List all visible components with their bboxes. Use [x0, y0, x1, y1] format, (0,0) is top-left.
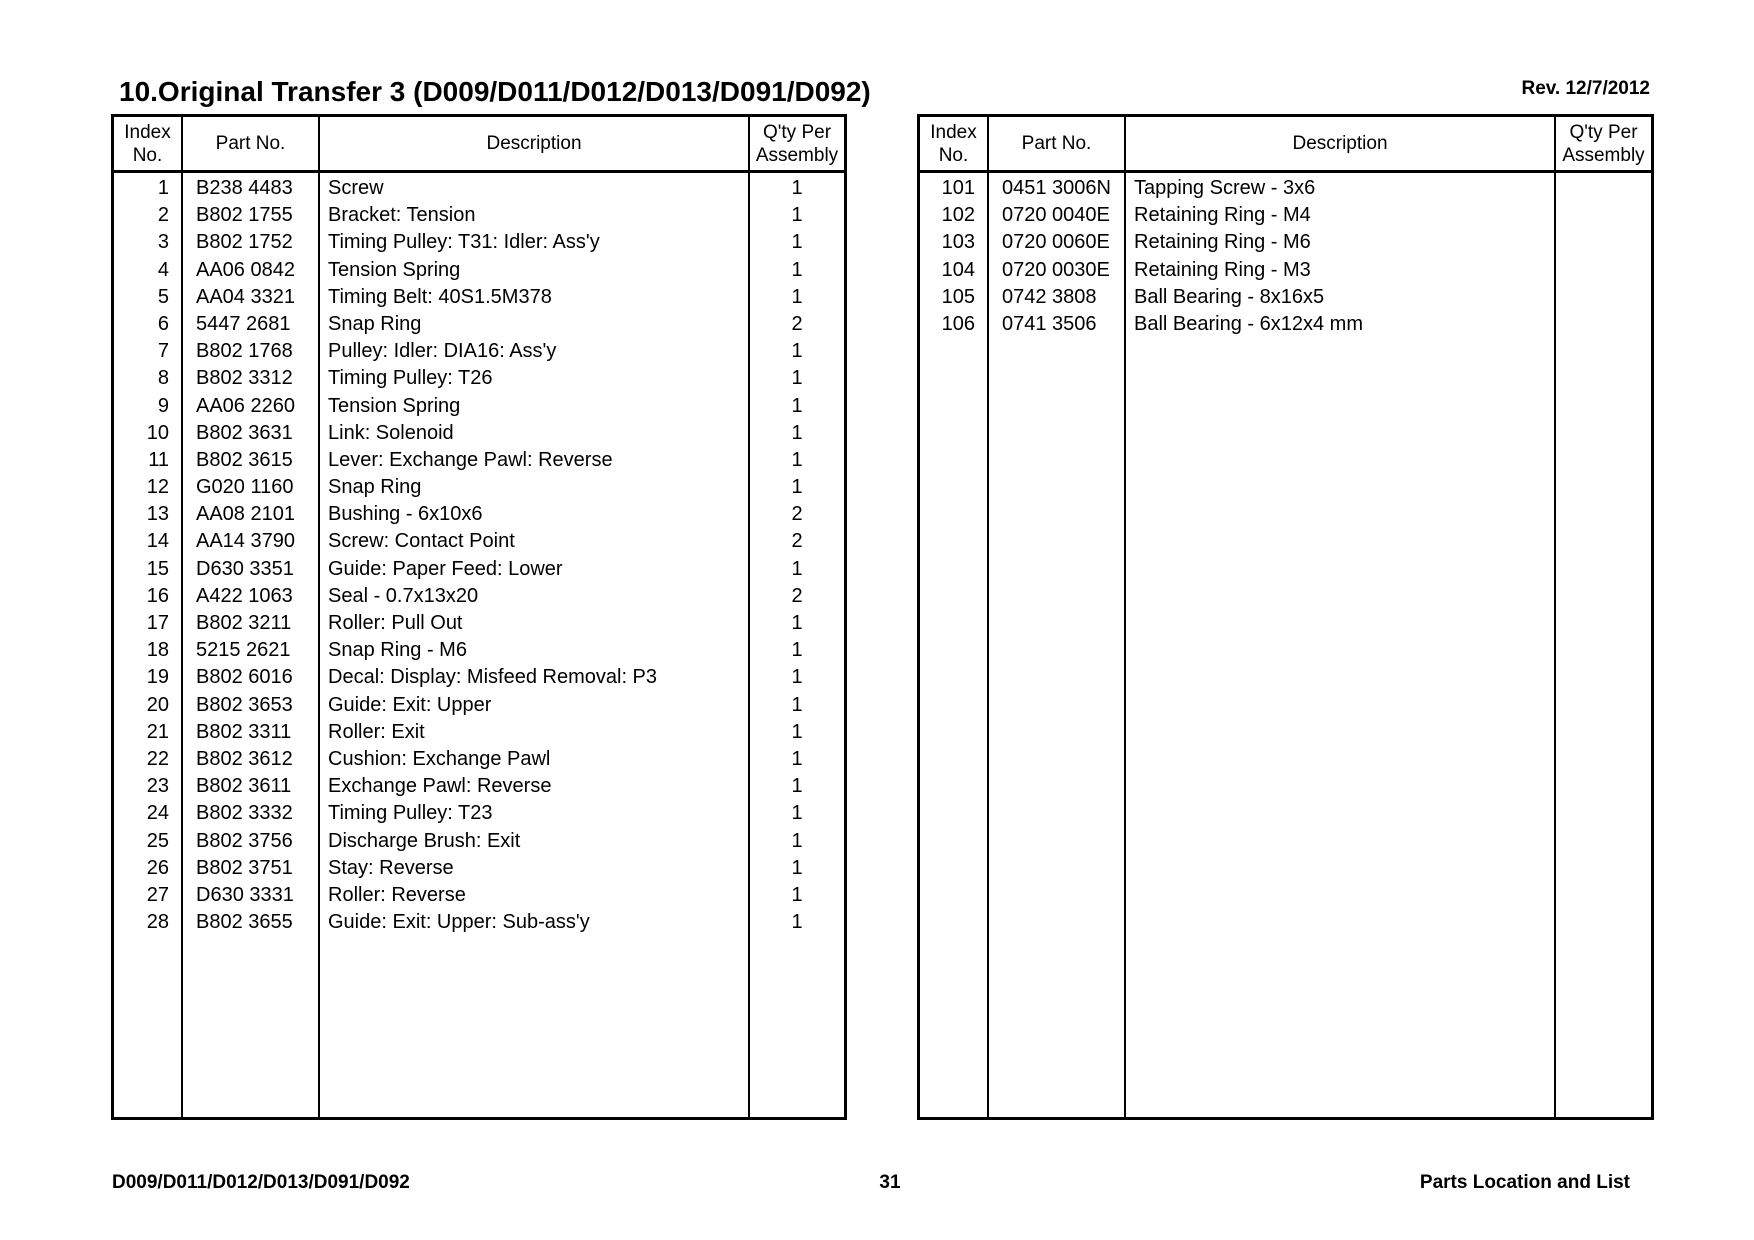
index-cell: 23: [146, 775, 169, 798]
description-cell: Roller: Exit: [328, 720, 425, 743]
index-cell: 21: [146, 720, 169, 743]
part-number-cell: 0720 0040E: [1002, 204, 1110, 227]
table-row: [114, 175, 844, 202]
table-row: [114, 556, 844, 583]
parts-rows-left: [114, 175, 844, 936]
revision-date: Rev. 12/7/2012: [1521, 78, 1650, 99]
footer-section: Parts Location and List: [1419, 1172, 1630, 1193]
quantity-cell: 1: [791, 340, 803, 363]
header-qty: [750, 117, 844, 170]
description-cell: Retaining Ring - M6: [1134, 231, 1311, 254]
description-cell: Cushion: Exchange Pawl: [328, 747, 551, 770]
header-qty-line1: Q'ty Per: [762, 121, 832, 143]
description-cell: Snap Ring - M6: [328, 639, 467, 662]
part-number-cell: B802 1755: [196, 204, 293, 227]
index-cell: 17: [146, 612, 169, 634]
index-cell: 106: [941, 312, 975, 335]
parts-table-left: [111, 114, 847, 1120]
index-cell: 27: [146, 883, 169, 906]
index-cell: 101: [941, 177, 975, 199]
part-number-cell: B802 3311: [196, 720, 292, 743]
table-row: [114, 909, 844, 936]
quantity-cell: 2: [791, 584, 803, 607]
index-cell: 28: [146, 911, 169, 934]
quantity-cell: 1: [791, 367, 803, 390]
index-cell: 4: [157, 258, 169, 281]
description-cell: Timing Pulley: T31: Idler: Ass'y: [328, 231, 600, 254]
index-cell: 1: [157, 177, 169, 199]
quantity-cell: 1: [791, 639, 803, 662]
header-index: [114, 117, 181, 170]
index-cell: 26: [146, 856, 169, 879]
description-cell: Exchange Pawl: Reverse: [328, 775, 552, 798]
table-row: [114, 800, 844, 827]
footer-models: D009/D011/D012/D013/D091/D092: [112, 1172, 410, 1193]
header-index: [920, 117, 987, 170]
index-cell: 103: [941, 231, 975, 254]
index-cell: 104: [941, 258, 975, 281]
part-number-cell: AA08 2101: [196, 503, 295, 526]
index-cell: 10: [146, 421, 169, 444]
header-index-line1: Index: [124, 121, 171, 143]
part-number-cell: B802 3751: [196, 856, 293, 879]
table-row: [114, 637, 844, 664]
part-number-cell: B802 3615: [196, 448, 293, 471]
quantity-cell: 1: [791, 285, 803, 308]
part-number-cell: 0720 0030E: [1002, 258, 1110, 281]
quantity-cell: 1: [791, 557, 803, 580]
table-row: [114, 610, 844, 637]
index-cell: 5: [157, 285, 169, 308]
index-cell: 2: [157, 204, 169, 227]
index-cell: 24: [146, 802, 169, 825]
description-cell: Lever: Exchange Pawl: Reverse: [328, 448, 613, 471]
quantity-cell: 2: [791, 503, 803, 526]
quantity-cell: 1: [791, 258, 803, 281]
part-number-cell: 0742 3808: [1002, 285, 1097, 308]
part-number-cell: AA14 3790: [196, 530, 295, 553]
part-number-cell: B802 1752: [196, 231, 293, 254]
table-row: [114, 501, 844, 528]
description-cell: Link: Solenoid: [328, 421, 454, 444]
description-cell: Guide: Exit: Upper: Sub-ass'y: [328, 911, 590, 934]
table-row: [920, 311, 1651, 338]
description-cell: Decal: Display: Misfeed Removal: P3: [328, 666, 658, 689]
description-cell: Retaining Ring - M4: [1134, 204, 1311, 227]
description-cell: Discharge Brush: Exit: [328, 829, 521, 852]
quantity-cell: 1: [791, 747, 803, 770]
description-cell: Timing Belt: 40S1.5M378: [328, 285, 552, 308]
quantity-cell: 1: [791, 911, 803, 934]
description-cell: Screw: Contact Point: [328, 530, 515, 553]
table-row: [114, 338, 844, 365]
index-cell: 20: [146, 693, 169, 716]
table-row: [114, 855, 844, 882]
table-row: [920, 229, 1651, 256]
quantity-cell: 1: [791, 829, 803, 852]
header-qty-line1: Q'ty Per: [1569, 121, 1638, 143]
parts-rows-right: [920, 175, 1651, 338]
description-cell: Bracket: Tension: [328, 204, 476, 227]
index-cell: 105: [941, 285, 975, 308]
description-cell: Roller: Reverse: [328, 883, 466, 906]
index-cell: 14: [146, 530, 169, 553]
description-cell: Tapping Screw - 3x6: [1134, 177, 1316, 199]
description-cell: Guide: Exit: Upper: [328, 693, 492, 716]
table-row: [114, 664, 844, 691]
table-row: [114, 202, 844, 229]
part-number-cell: D630 3351: [196, 557, 294, 580]
description-cell: Ball Bearing - 8x16x5: [1134, 285, 1325, 308]
description-cell: Snap Ring: [328, 476, 422, 499]
quantity-cell: 2: [791, 312, 803, 335]
page-title: 10.Original Transfer 3 (D009/D011/D012/D013/D091/D092): [119, 76, 871, 107]
quantity-cell: 1: [791, 394, 803, 417]
header-description-label: Description: [486, 133, 582, 154]
index-cell: 12: [146, 476, 169, 499]
table-row: [114, 447, 844, 474]
part-number-cell: AA06 0842: [196, 258, 295, 281]
table-row: [114, 882, 844, 909]
header-divider: [114, 170, 844, 173]
quantity-cell: 1: [791, 856, 803, 879]
index-cell: 15: [146, 557, 169, 580]
table-row: [114, 746, 844, 773]
table-row: [114, 719, 844, 746]
quantity-cell: 1: [791, 802, 803, 825]
part-number-cell: B802 3653: [196, 693, 293, 716]
description-cell: Timing Pulley: T26: [328, 367, 493, 390]
part-number-cell: A422 1063: [196, 584, 293, 607]
description-cell: Guide: Paper Feed: Lower: [328, 557, 563, 580]
table-row: [114, 773, 844, 800]
quantity-cell: 1: [791, 448, 803, 471]
description-cell: Seal - 0.7x13x20: [328, 584, 479, 607]
part-number-cell: B802 3631: [196, 421, 293, 444]
index-cell: 102: [941, 204, 975, 227]
description-cell: Bushing - 6x10x6: [328, 503, 483, 526]
part-number-cell: B802 3655: [196, 911, 293, 934]
quantity-cell: 1: [791, 720, 803, 743]
table-row: [920, 257, 1651, 284]
header-index-line2: No.: [938, 144, 969, 166]
index-cell: 25: [146, 829, 169, 852]
part-number-cell: B802 3332: [196, 802, 293, 825]
part-number-cell: AA06 2260: [196, 394, 295, 417]
part-number-cell: B802 3612: [196, 747, 293, 770]
part-number-cell: B802 3611: [196, 775, 292, 798]
header-qty-line2: Assembly: [755, 144, 839, 166]
table-row: [114, 528, 844, 555]
description-cell: Ball Bearing - 6x12x4 mm: [1134, 312, 1363, 335]
index-cell: 9: [157, 394, 169, 417]
table-row: [920, 202, 1651, 229]
description-cell: Tension Spring: [328, 258, 461, 281]
quantity-cell: 2: [791, 530, 803, 553]
part-number-cell: B802 3756: [196, 829, 293, 852]
table-row: [114, 365, 844, 392]
part-number-cell: AA04 3321: [196, 285, 295, 308]
quantity-cell: 1: [791, 693, 803, 716]
index-cell: 6: [157, 312, 169, 335]
table-row: [114, 583, 844, 610]
description-cell: Roller: Pull Out: [328, 612, 463, 634]
part-number-cell: B802 3211: [196, 612, 292, 634]
description-cell: Screw: [328, 177, 384, 199]
part-number-cell: 0720 0060E: [1002, 231, 1110, 254]
header-description: [1126, 117, 1554, 170]
table-row: [114, 229, 844, 256]
description-cell: Snap Ring: [328, 312, 422, 335]
parts-table-right: [917, 114, 1654, 1120]
index-cell: 13: [146, 503, 169, 526]
part-number-cell: B802 6016: [196, 666, 293, 689]
part-number-cell: 5447 2681: [196, 312, 291, 335]
description-cell: Retaining Ring - M3: [1134, 258, 1311, 281]
table-row: [114, 828, 844, 855]
header-qty-line2: Assembly: [1562, 144, 1645, 166]
header-description-label: Description: [1292, 133, 1388, 154]
index-cell: 16: [146, 584, 169, 607]
header-description: [320, 117, 748, 170]
table-row: [114, 311, 844, 338]
part-number-cell: 0741 3506: [1002, 312, 1097, 335]
quantity-cell: 1: [791, 204, 803, 227]
table-row: [114, 474, 844, 501]
index-cell: 22: [146, 747, 169, 770]
description-cell: Tension Spring: [328, 394, 461, 417]
description-cell: Stay: Reverse: [328, 856, 454, 879]
quantity-cell: 1: [791, 612, 803, 634]
table-row: [114, 393, 844, 420]
part-number-cell: B238 4483: [196, 177, 293, 199]
quantity-cell: 1: [791, 476, 803, 499]
header-divider: [920, 170, 1651, 173]
index-cell: 3: [157, 231, 169, 254]
part-number-cell: G020 1160: [196, 476, 294, 499]
part-number-cell: 5215 2621: [196, 639, 291, 662]
table-row: [114, 420, 844, 447]
part-number-cell: B802 3312: [196, 367, 293, 390]
part-number-cell: 0451 3006N: [1002, 177, 1111, 199]
header-part-no: [183, 117, 318, 170]
quantity-cell: 1: [791, 883, 803, 906]
quantity-cell: 1: [791, 421, 803, 444]
header-index-line2: No.: [132, 144, 163, 166]
description-cell: Timing Pulley: T23: [328, 802, 493, 825]
part-number-cell: B802 1768: [196, 340, 293, 363]
table-row: [114, 692, 844, 719]
table-row: [114, 284, 844, 311]
quantity-cell: 1: [791, 666, 803, 689]
table-row: [920, 284, 1651, 311]
table-row: [920, 175, 1651, 202]
header-index-line1: Index: [930, 121, 977, 143]
header-qty: [1556, 117, 1651, 170]
index-cell: 8: [157, 367, 169, 390]
index-cell: 7: [157, 340, 169, 363]
quantity-cell: 1: [791, 775, 803, 798]
table-row: [114, 257, 844, 284]
quantity-cell: 1: [791, 231, 803, 254]
quantity-cell: 1: [791, 177, 803, 199]
header-part-label: Part No.: [1021, 133, 1092, 154]
index-cell: 11: [148, 448, 169, 471]
part-number-cell: D630 3331: [196, 883, 294, 906]
footer-page-number: 31: [879, 1172, 901, 1193]
description-cell: Pulley: Idler: DIA16: Ass'y: [328, 340, 557, 363]
index-cell: 19: [146, 666, 169, 689]
header-part-no: [989, 117, 1124, 170]
index-cell: 18: [146, 639, 169, 662]
header-part-label: Part No.: [215, 133, 286, 154]
